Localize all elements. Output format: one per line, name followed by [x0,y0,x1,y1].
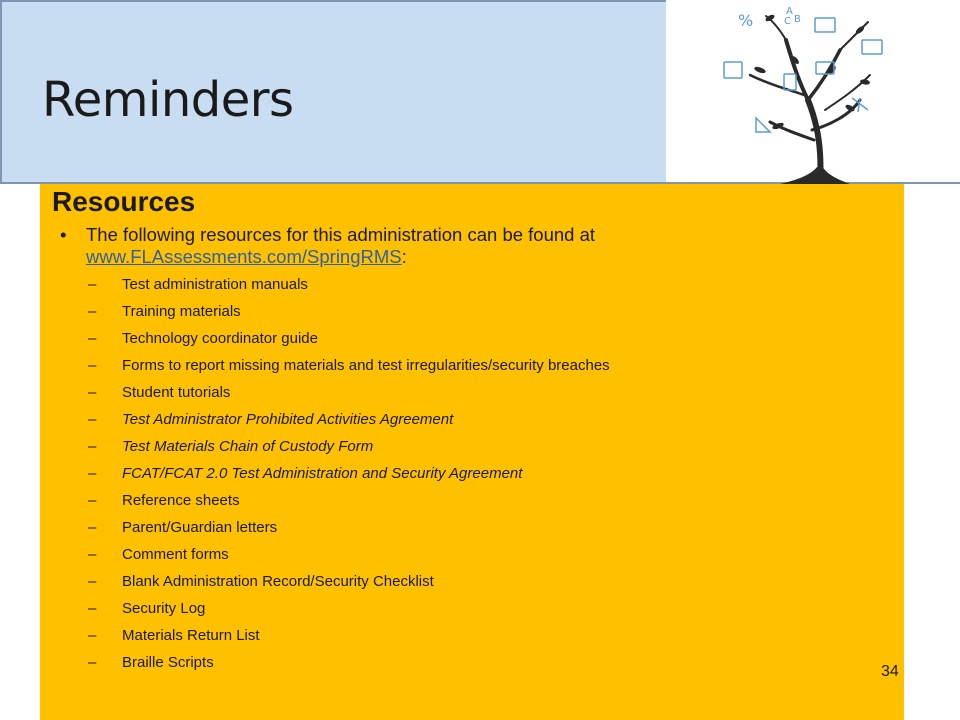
list-item-text: Student tutorials [122,384,231,401]
list-dash-marker: – [88,654,97,671]
title-banner [0,0,666,184]
bullet-intro-text: The following resources for this administration can be found at [86,224,596,245]
bullet-suffix: : [401,246,407,267]
list-dash-marker: – [88,303,97,320]
list-item-text: Reference sheets [122,492,240,509]
list-dash-marker: – [88,546,97,563]
list-dash-marker: – [88,411,97,428]
list-dash-marker: – [88,384,97,401]
list-dash-marker: – [88,357,97,374]
list-dash-marker: – [88,330,97,347]
list-item-text: Forms to report missing materials and test irregularities/security breaches [122,357,610,374]
resources-panel [40,184,904,720]
list-item-text: Comment forms [122,546,229,563]
list-dash-marker: – [88,600,97,617]
list-dash-marker: – [88,438,97,455]
list-dash-marker: – [88,276,97,293]
list-item-text: Training materials [122,303,241,320]
list-item-text: Technology coordinator guide [122,330,318,347]
bullet-text [86,224,786,268]
education-tree-icon [700,0,900,184]
list-item-text: Parent/Guardian letters [122,519,278,536]
bullet-marker: • [60,224,67,245]
list-item-text: Test administration manuals [122,276,308,293]
list-item-text: Test Materials Chain of Custody Form [122,438,374,455]
resources-link[interactable]: www.FLAssessments.com/SpringRMS [86,246,402,267]
list-item-text: Security Log [122,600,206,617]
list-dash-marker: – [88,519,97,536]
list-item-text: Test Administrator Prohibited Activities Agreement [122,411,454,428]
list-item-text: Materials Return List [122,627,260,644]
section-heading: Resources [52,186,196,217]
slide-title: Reminders [42,72,294,128]
list-dash-marker: – [88,492,97,509]
letter-c-glyph: C [784,16,791,27]
list-dash-marker: – [88,627,97,644]
list-dash-marker: – [88,465,97,482]
list-item-text: Blank Administration Record/Security Checklist [122,573,434,590]
letter-b-glyph: B [794,14,801,25]
list-item-text: FCAT/FCAT 2.0 Test Administration and Security Agreement [122,465,523,482]
list-item-text: Braille Scripts [122,654,214,671]
letter-a-glyph: A [786,6,793,17]
list-dash-marker: – [88,573,97,590]
page-number: 34 [881,663,899,680]
percent-glyph: % [738,11,754,30]
